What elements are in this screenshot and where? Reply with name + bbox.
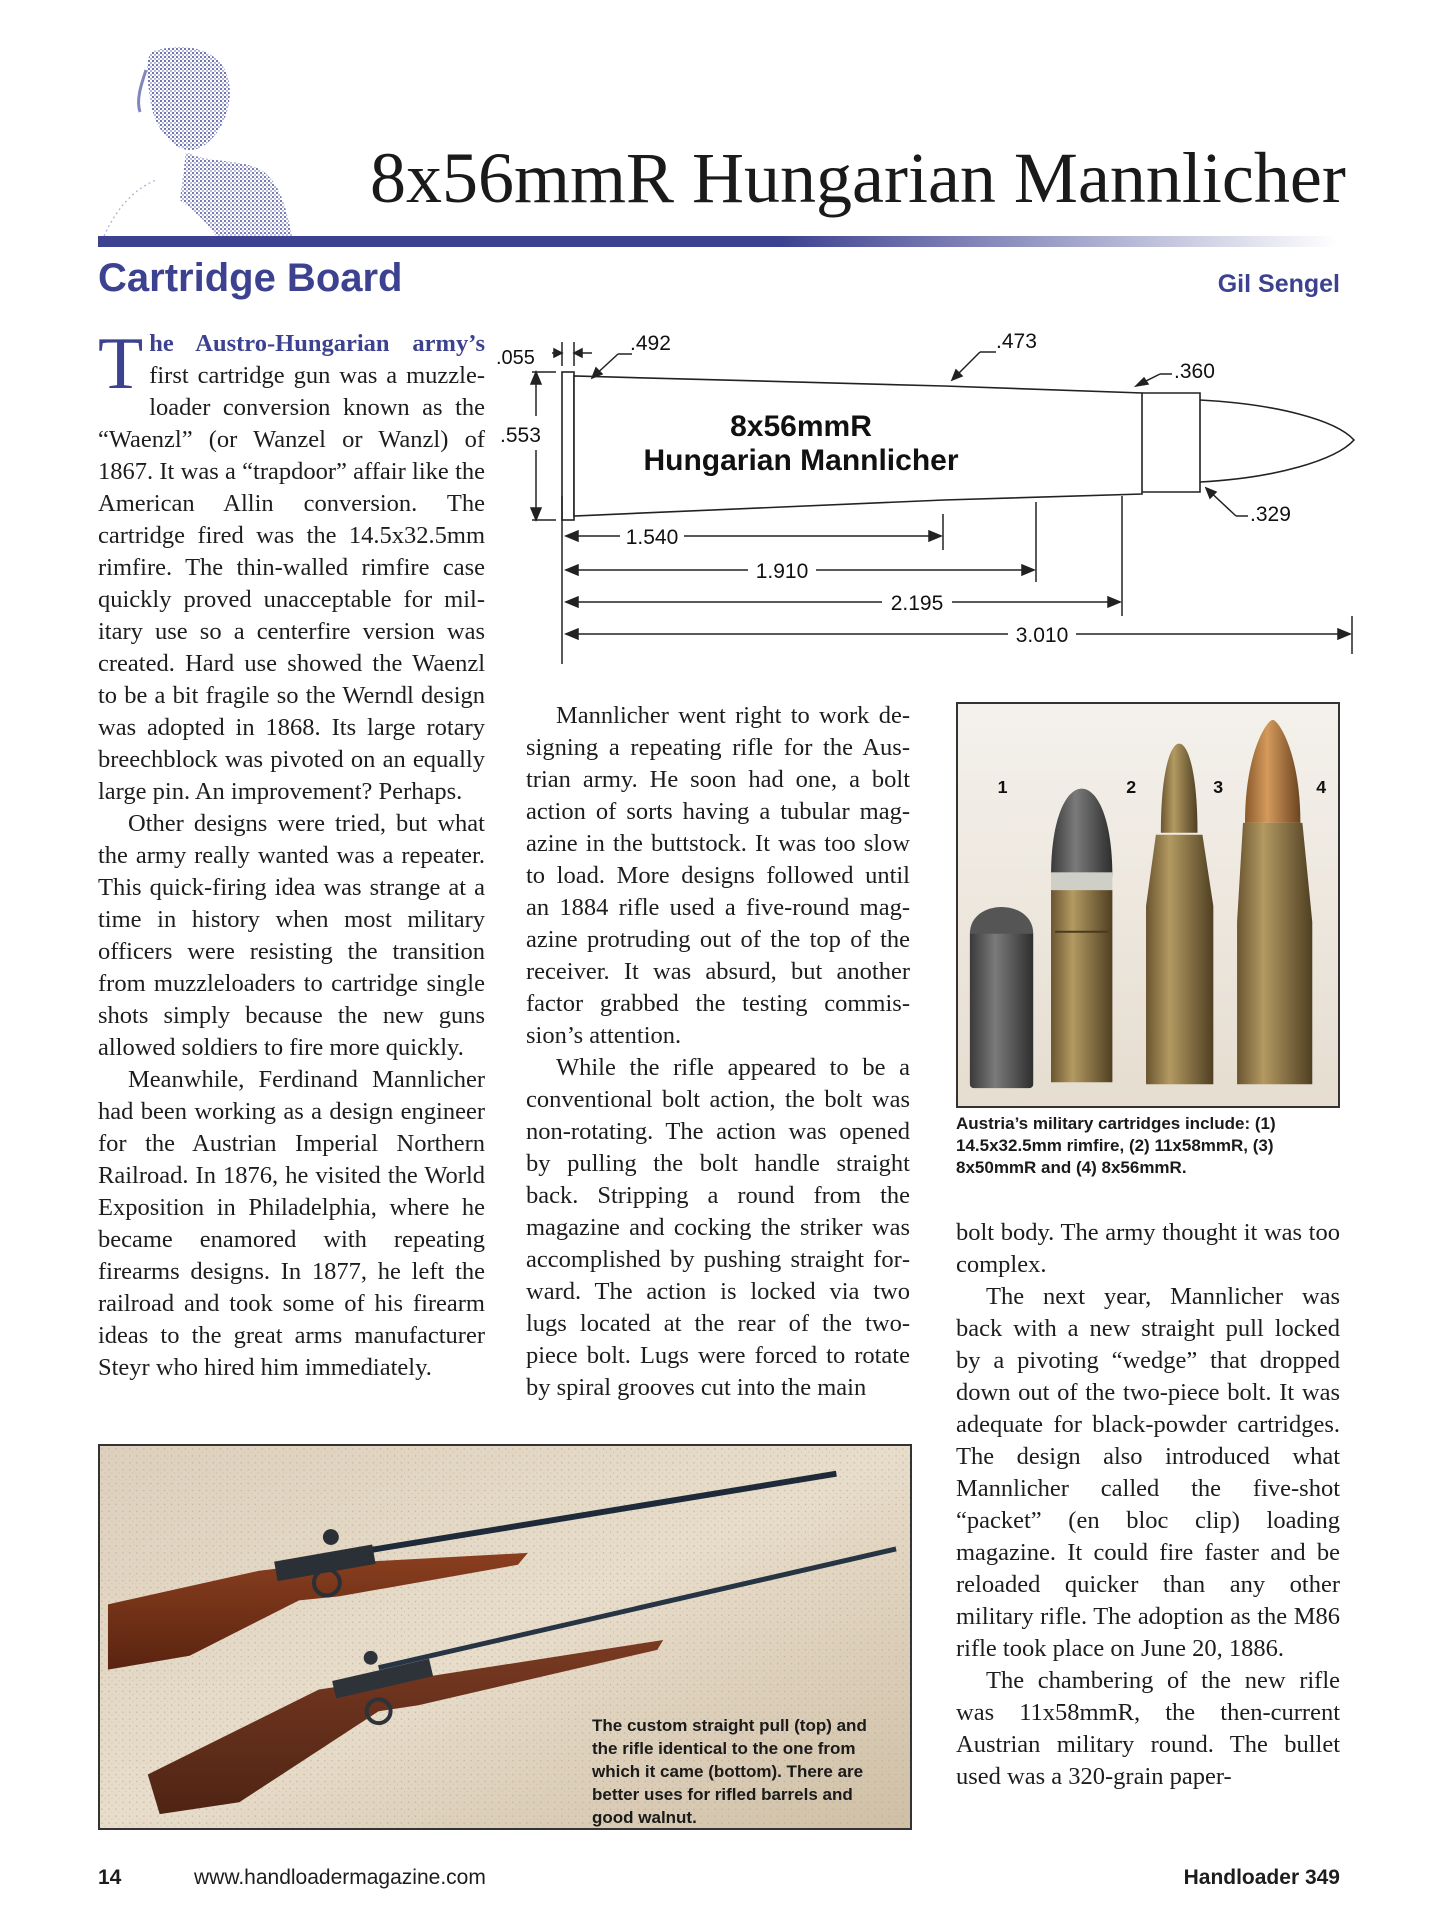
footer-url: www.handloadermagazine.com <box>194 1866 486 1889</box>
body-column-1 <box>98 323 485 1384</box>
cartridges-photo-caption: Austria’s military cartridges include: (1) 14.5x32.5mm rimfire, (2) 11x58mmR, (3) 8x50mmR and (4) 8x56mmR. <box>956 1114 1276 1177</box>
page-number: 14 <box>98 1866 122 1889</box>
paragraph: Mannlicher went right to work designing a repeating rifle for the Austrian army. He soon had one, a bolt action of sorts having a tubular magazine in the buttstock. It was too slow to load. More designs followed until an 1884 rifle used a five-round magazine protruding out of the top of the receiver. It was absurd, but another factor grabbed the testing commission’s attention. <box>526 702 910 1049</box>
paragraph: bolt body. The army thought it was too complex. <box>956 1219 1340 1278</box>
paragraph: The chambering of the new rifle was 11x58mmR, the then-current Austrian military round. The bullet used was a 320-grain paper- <box>956 1667 1340 1790</box>
cartridges-photo <box>956 702 1340 1108</box>
dim-label-length-4: 3.010 <box>1015 624 1069 647</box>
author-portrait <box>96 40 311 240</box>
paragraph: While the rifle appeared to be a conventional bolt action, the bolt was non-rotating. The action was opened by pulling the bolt handle straight back. Stripping a round from the magazine and cocking the striker was accomplished by pushing straight forward. The action is locked via two lugs located at the rear of the two-piece bolt. Lugs were forced to rotate by spiral grooves cut into the main <box>526 1054 910 1401</box>
dim-label-bullet-dia: .329 <box>1250 503 1291 526</box>
dim-label-shoulder-dia: .473 <box>996 330 1037 353</box>
cartridge-label-1: 1 <box>997 777 1008 798</box>
paragraph: The next year, Mannlicher was back with a new straight pull locked by a pivoting “wedge” that dropped down out of the two-piece bolt. It was adequate for black-powder cartridges. The design also introduced what Mannlicher called the five-shot “packet” (en bloc clip) loading magazine. It could fire faster and be reloaded quicker than any other military rifle. The adoption as the M86 rifle took place on June 20, 1886. <box>956 1283 1340 1662</box>
lead-in: he Austro-Hungarian army’s <box>149 330 485 357</box>
dim-label-length-1: 1.540 <box>625 526 679 549</box>
cartridge-label-3: 3 <box>1213 777 1224 798</box>
dim-label-rim-thickness: .055 <box>496 347 535 369</box>
paragraph: Meanwhile, Ferdinand Mannlicher had been working as a design engineer for the Austrian Imperial Northern Railroad. In 1876, he visited the World Exposition in Philadelphia, where he became enamored with repeating firearms designs. In 1877, he left the railroad and took some of his firearm ideas to the great arms manufacturer Steyr who hired him immediately. <box>98 1066 485 1381</box>
drop-cap: T <box>98 323 144 405</box>
dim-rim-dia-leader <box>592 354 632 378</box>
dim-label-length-3: 2.195 <box>890 592 944 615</box>
header-rule <box>98 236 1338 247</box>
cartridge-2 <box>1051 789 1112 1083</box>
dim-rim-thickness <box>552 342 592 366</box>
dim-bullet-leader <box>1206 488 1248 516</box>
footer-issue: Handloader 349 <box>1183 1866 1340 1889</box>
dim-label-rim-dia: .492 <box>630 332 671 355</box>
paragraph-text: first cartridge gun was a muzzleloader conversion known as the “Waenzl” (or Wanzel or Wanzl) of 1867. It was a “trapdoor” affair like the American Allin conversion. The cartridge fired was the 14.5x32.5mm rimfire. The thin-walled rimfire case quickly proved unacceptable for military use so a centerfire version was created. Hard use showed the Waenzl to be a bit fragile so the Werndl design was adopted in 1868. Its large rotary breechblock was pivoted on an equally large pin. An improvement? Perhaps. <box>98 362 485 805</box>
paragraph: Other designs were tried, but what the army really wanted was a repeater. This quick-firing idea was strange at a time in history when most military officers were resisting the transition from muzzleloaders to cartridge single shots simply because the new guns allowed soldiers to fire more quickly. <box>98 810 485 1061</box>
cartridge-label-4: 4 <box>1316 777 1327 798</box>
dim-shoulder-leader <box>952 352 996 380</box>
body-column-3 <box>956 1217 1340 1793</box>
dim-label-neck-dia: .360 <box>1174 360 1215 383</box>
dim-length-lines <box>562 496 1352 664</box>
diagram-label-line1: 8x56mmR <box>730 410 872 443</box>
cartridge-label-2: 2 <box>1126 777 1137 798</box>
body-column-2 <box>526 700 910 1404</box>
dim-label-base-dia: .553 <box>500 424 541 447</box>
dim-label-length-2: 1.910 <box>755 560 809 583</box>
rifles-photo-caption: The custom straight pull (top) and the rifle identical to the one from which it came (bottom). There are better uses for rifled barrels and good walnut. <box>592 1716 867 1827</box>
paragraph <box>98 323 485 808</box>
diagram-label-line2: Hungarian Mannlicher <box>643 444 959 477</box>
dim-neck-leader <box>1136 374 1172 386</box>
cartridge-dimension-diagram <box>496 320 1356 665</box>
article-title: 8x56mmR Hungarian Mannlicher <box>370 138 1346 218</box>
author-byline: Gil Sengel <box>1217 270 1340 298</box>
section-heading: Cartridge Board <box>98 256 403 300</box>
cartridge-1 <box>970 907 1033 1088</box>
